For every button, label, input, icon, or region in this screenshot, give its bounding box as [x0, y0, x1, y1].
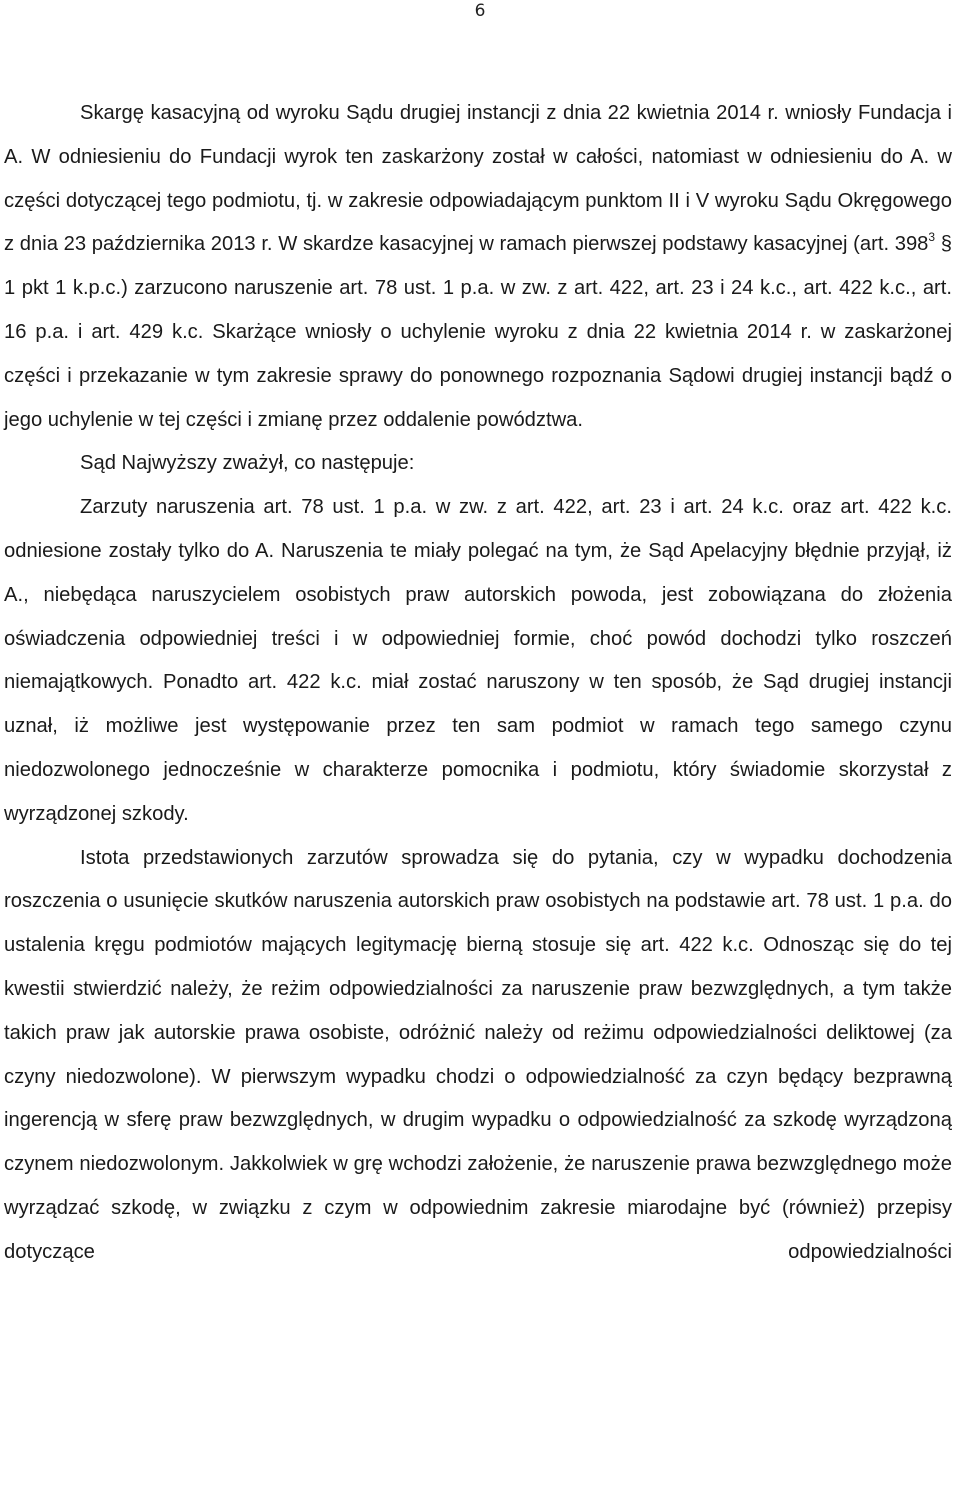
paragraph-court-considered: Sąd Najwyższy zważył, co następuje:	[80, 452, 415, 475]
paragraph-text: Skargę kasacyjną od wyroku Sądu drugiej instancji z dnia 22 kwietnia 2014 r. wniosły Fundacja i A. W odniesieniu do Fundacji wyrok ten zaskarżony został w całości, natomiast w odniesieniu do A. w części dotyczącej tego podmiotu, tj. w zakresie odpowiadającym punktom II i V wyroku Sądu Okręgowego z dnia 23 października 2013 r. W skardze kasacyjnej w ramach pierwszej podstawy kasacyjnej (art. 398	[4, 102, 952, 256]
superscript-marker: 3	[928, 230, 936, 245]
paragraph-cassation-appeal	[4, 92, 952, 442]
paragraph-text-continued: § 1 pkt 1 k.p.c.) zarzucono naruszenie art. 78 ust. 1 p.a. w zw. z art. 422, art. 23 i 24 k.c., art. 422 k.c., art. 16 p.a. i art. 429 k.c. Skarżące wniosły o uchylenie wyroku z dnia 22 kwietnia 2014 r. w zaskarżonej części i przekazanie w tym zakresie sprawy do ponownego rozpoznania Sądowi drugiej instancji bądź o jego uchylenie w tej części i zmianę przez oddalenie powództwa.	[4, 233, 952, 431]
paragraph-allegations: Zarzuty naruszenia art. 78 ust. 1 p.a. w zw. z art. 422, art. 23 i art. 24 k.c. oraz art. 422 k.c. odniesione zostały tylko do A. Naruszenia te miały polegać na tym, że Sąd Apelacyjny błędnie przyjął, iż A., niebędąca naruszycielem osobistych praw autorskich powoda, jest zobowiązana do złożenia oświadczenia odpowiedniej treści i w odpowiedniej formie, choć powód dochodzi tylko roszczeń niemajątkowych. Ponadto art. 422 k.c. miał zostać naruszony w ten sposób, że Sąd drugiej instancji uznał, iż możliwe jest występowanie przez ten sam podmiot w ramach tego samego czynu niedozwolonego jednocześnie w charakterze pomocnika i podmiotu, który świadomie skorzystał z wyrządzonej szkody.	[4, 496, 952, 825]
paragraph-essence: Istota przedstawionych zarzutów sprowadza się do pytania, czy w wypadku dochodzenia roszczenia o usunięcie skutków naruszenia autorskich praw osobistych na podstawie art. 78 ust. 1 p.a. do ustalenia kręgu podmiotów mających legitymację bierną stosuje się art. 422 k.c. Odnosząc się do tej kwestii stwierdzić należy, że reżim odpowiedzialności za naruszenie praw bezwzględnych, a tym także takich praw jak autorskie prawa osobiste, odróżnić należy od reżimu odpowiedzialności deliktowej (za czyny niedozwolone). W pierwszym wypadku chodzi o odpowiedzialność za czyn będący bezprawną ingerencją w sferę praw bezwzględnych, w drugim wypadku o odpowiedzialność za szkodę wyrządzoną czynem niedozwolonym. Jakkolwiek w grę wchodzi założenie, że naruszenie prawa bezwzględnego może wyrządzać szkodę, w związku z czym w odpowiednim zakresie miarodajne być (również) przepisy dotyczące odpowiedzialności	[4, 846, 952, 1263]
document-body	[4, 92, 952, 1275]
page-number: 6	[474, 1, 486, 21]
